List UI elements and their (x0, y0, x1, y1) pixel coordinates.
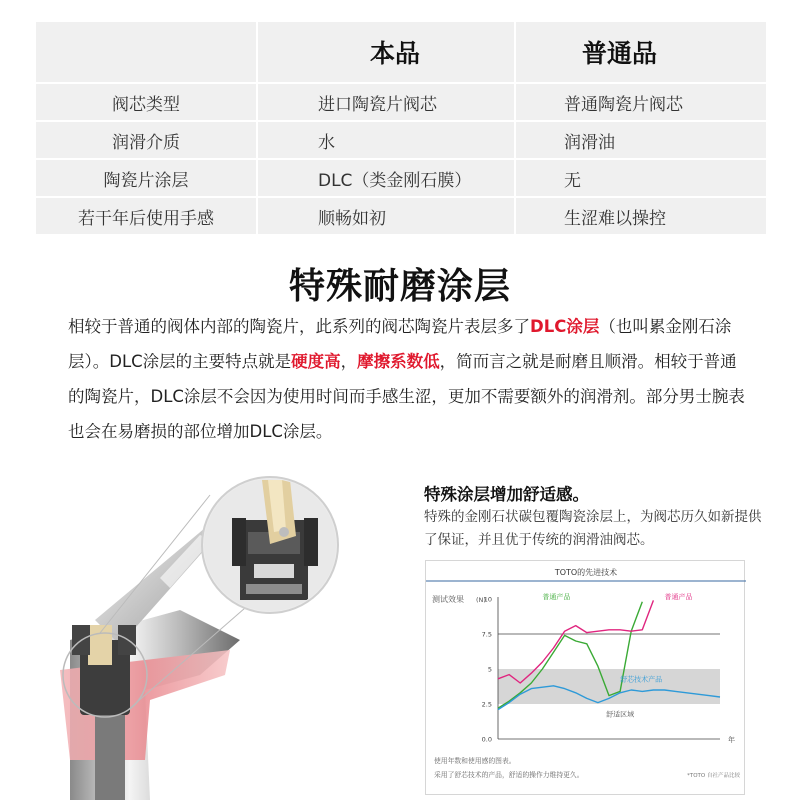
table-cell-regular: 普通陶瓷片阀芯 (516, 82, 766, 120)
table-cell-regular: 润滑油 (516, 120, 766, 158)
x-axis-label: 年 (728, 736, 735, 744)
desc-text: ， (340, 352, 358, 371)
table-cell-regular: 无 (516, 158, 766, 196)
table-row (36, 120, 766, 158)
desc-highlight-dlc: DLC涂层 (530, 317, 600, 336)
table-cell-feature: 陶瓷片涂层 (36, 158, 258, 196)
table-cell-feature: 若干年后使用手感 (36, 196, 258, 234)
y-tick-label: 7.5 (481, 630, 492, 639)
comparison-table (36, 22, 766, 234)
section-title: 特殊耐磨涂层 (288, 266, 511, 307)
chart-footnote-right: *TOTO 自社产品比较 (687, 773, 740, 779)
y-tick-label: 0.0 (481, 735, 492, 744)
table-header-product: 本品 (258, 22, 516, 82)
y-tick-label: 2.5 (481, 700, 492, 709)
table-cell-product: DLC（类金刚石膜） (258, 158, 516, 196)
feature-text: 特殊的金刚石状碳包覆陶瓷涂层上，为阀芯历久如新提供了保证，并且优于传统的润滑油阀芯。 (424, 509, 762, 548)
desc-text: 相较于普通的阀体内部的陶瓷片，此系列的阀芯陶瓷片表层多了 (68, 317, 530, 336)
faucet-cartridge-illustration (0, 460, 410, 800)
series-label: 普通产品 (664, 593, 693, 601)
description-paragraph (68, 309, 748, 449)
table-row (36, 82, 766, 120)
table-cell-product: 顺畅如初 (258, 196, 516, 234)
table-row (36, 158, 766, 196)
chart-svg (426, 561, 746, 796)
desc-text: ，简而言之就是耐磨且顺滑。相较于普通的陶瓷片，DLC涂层不会因为使用时间而手感生涩，更加不需要额外的润滑剂。部分男士腕表也会在易磨损的部位增加DLC涂层。 (68, 352, 745, 441)
desc-text: （也叫累金刚石涂层）。DLC涂层的主要特点就是 (68, 317, 732, 371)
y-tick-label: 5 (487, 665, 492, 674)
y-tick-label: 10 (483, 595, 492, 604)
series-label: 舒芯技术产品 (620, 675, 663, 684)
chart-title: TOTO的先进技术 (554, 568, 618, 577)
chart-footnote-2: 采用了舒芯技术的产品，舒适的操作力维持更久。 (434, 771, 584, 779)
table-cell-product: 水 (258, 120, 516, 158)
table-header-row (36, 22, 766, 82)
table-cell-feature: 润滑介质 (36, 120, 258, 158)
chart-footnote-1: 使用年数和使用感的图表。 (434, 757, 516, 765)
desc-highlight-hardness: 硬度高 (291, 352, 341, 371)
chart-yunit: (N) (476, 596, 486, 604)
faucet-icon (0, 460, 410, 800)
comfort-chart (425, 560, 745, 795)
feature-title: 特殊涂层增加舒适感。 (424, 485, 589, 504)
table-header-regular: 普通品 (516, 22, 766, 82)
table-cell-regular: 生涩难以操控 (516, 196, 766, 234)
chart-ylabel: 测试效果 (432, 595, 464, 604)
table-cell-product: 进口陶瓷片阀芯 (258, 82, 516, 120)
comfort-zone-label: 舒适区域 (606, 710, 635, 719)
table-row (36, 196, 766, 234)
table-header-empty (36, 22, 258, 82)
table-cell-feature: 阀芯类型 (36, 82, 258, 120)
series-label: 普通产品 (542, 593, 571, 601)
desc-highlight-friction: 摩擦系数低 (357, 352, 440, 371)
